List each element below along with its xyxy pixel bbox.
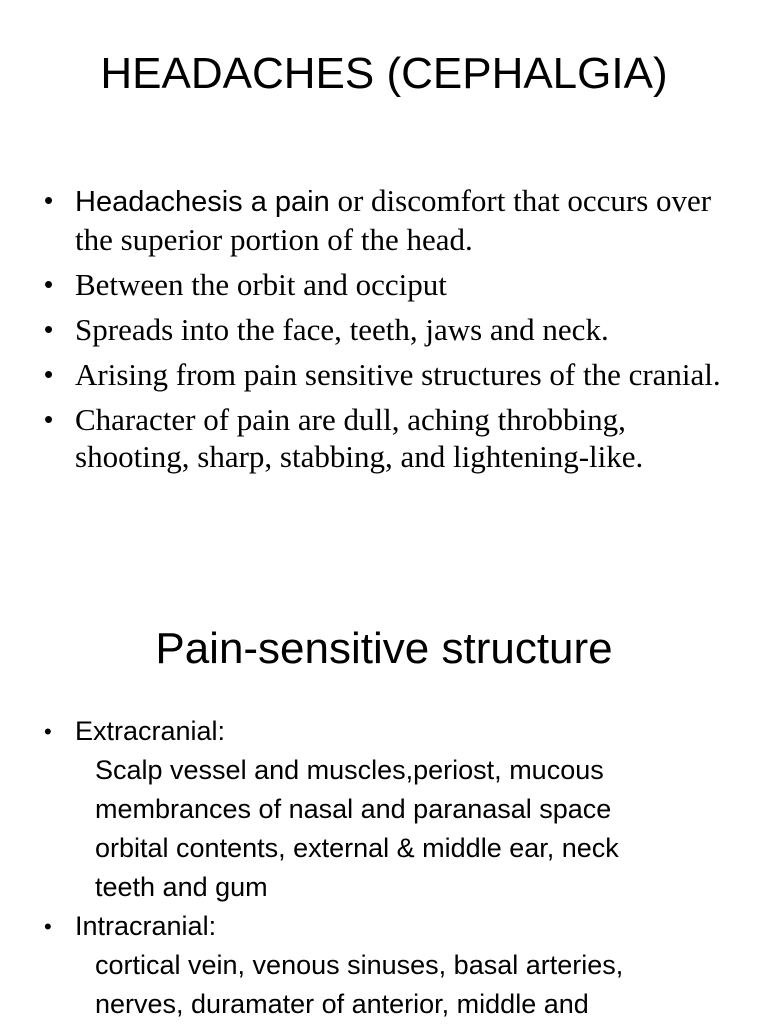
bullet-heading: Extracranial: xyxy=(75,716,226,746)
bullet-lead-text: Headachesis a pain xyxy=(75,186,330,218)
bullet-list xyxy=(44,712,734,1024)
bullet-item xyxy=(44,311,734,348)
bullet-text: Spreads into the face, teeth, jaws and neck. xyxy=(75,312,609,347)
body-line: membrances of nasal and paranasal space xyxy=(95,794,612,824)
body-line: Scalp vessel and muscles,periost, mucous xyxy=(95,755,604,785)
bullet-text: Arising from pain sensitive structures of the cranial. xyxy=(75,357,721,392)
bullet-item xyxy=(44,182,734,258)
bullet-marker: • xyxy=(44,359,54,389)
bullet-item-intracranial xyxy=(44,907,734,1024)
bullet-body xyxy=(75,751,734,907)
body-line: nerves, duramater of anterior, middle and xyxy=(95,989,589,1019)
bullet-marker: • xyxy=(44,185,54,215)
bullet-text: Character of pain are dull, aching throbbing, shooting, sharp, stabbing, and lightening-like. xyxy=(75,402,644,474)
bullet-heading: Intracranial: xyxy=(75,911,217,941)
bullet-marker: • xyxy=(44,404,54,434)
bullet-item xyxy=(44,401,734,475)
bullet-body xyxy=(75,946,734,1024)
bullet-text: Between the orbit and occiput xyxy=(75,267,447,302)
bullet-marker: • xyxy=(44,719,52,744)
bullet-item xyxy=(44,266,734,303)
body-line: teeth and gum xyxy=(95,872,268,902)
bullet-item xyxy=(44,356,734,393)
slide-pain-sensitive-structure xyxy=(0,560,768,1024)
bullet-list xyxy=(44,182,734,483)
bullet-marker: • xyxy=(44,914,52,939)
slide-title: Pain-sensitive structure xyxy=(155,624,613,673)
body-line: cortical vein, venous sinuses, basal arteries, xyxy=(95,950,624,980)
body-line: orbital contents, external & middle ear, neck xyxy=(95,833,619,863)
bullet-text: or discomfort that occurs over the superior portion of the head. xyxy=(75,183,712,257)
bullet-marker: • xyxy=(44,314,54,344)
bullet-item-extracranial xyxy=(44,712,734,907)
bullet-marker: • xyxy=(44,269,54,299)
slide-title: HEADACHES (CEPHALGIA) xyxy=(100,49,668,98)
